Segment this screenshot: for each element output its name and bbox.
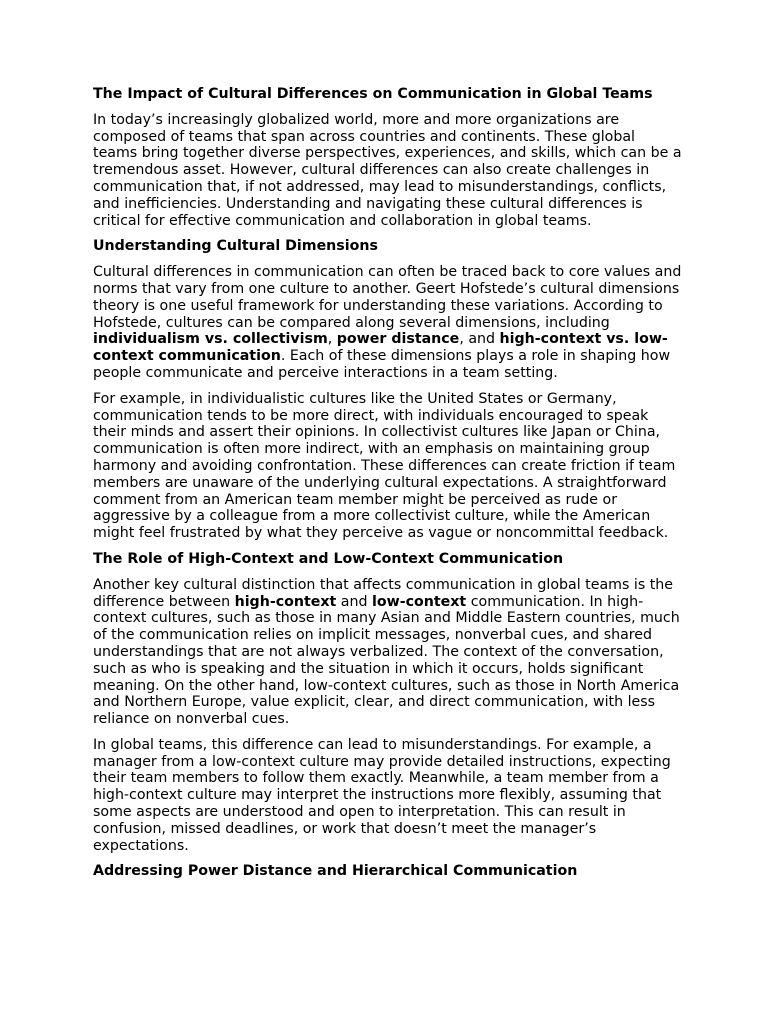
intro-paragraph: In today’s increasingly globalized world, more and more organizations are composed of teams that span across countries and continents. These global teams bring together diverse perspectives, experiences, and skills, which can be a tremendous asset. However, cultural differences can also create challenges in communication that, if not addressed, may lead to misunderstandings, conflicts, and inefficiencies. Understanding and navigating these cultural differences is critical for effective communication and collaboration in global teams. bbox=[93, 111, 682, 229]
text-segment: Another key cultural distinction that affects communication in global teams is the difference between bbox=[93, 576, 674, 610]
bold-term-low-context: low-context bbox=[372, 593, 467, 610]
section-heading-high-low-context: The Role of High-Context and Low-Context Communication bbox=[93, 550, 564, 567]
bold-term-power-distance: power distance bbox=[336, 331, 460, 348]
high-low-context-paragraph bbox=[93, 577, 683, 728]
individualism-example-paragraph: For example, in individualistic cultures like the United States or Germany, communication tends to be more direct, with individuals encouraged to speak their minds and assert their opinions. In collectivist cultures like Japan or China, communication is often more indirect, with an emphasis on maintaining group harmony and avoiding confrontation. These differences can create friction if team members are unaware of the underlying cultural expectations. A straightforward comment from an American team member might be perceived as rude or aggressive by a colleague from a more collectivist culture, while the American might feel frustrated by what they perceive as vague or noncommittal feedback. bbox=[93, 390, 676, 542]
section-heading-cultural-dimensions: Understanding Cultural Dimensions bbox=[93, 238, 378, 255]
cultural-dimensions-paragraph bbox=[93, 264, 683, 382]
text-segment: , and bbox=[459, 331, 500, 348]
document-page bbox=[93, 86, 683, 889]
bold-term-high-context: high-context bbox=[234, 593, 337, 610]
bold-term-high-low-context: high-context vs. low-context communication bbox=[93, 331, 668, 365]
text-segment: . Each of these dimensions plays a role in shaping how people communicate and perceive interactions in a team setting. bbox=[93, 348, 671, 381]
text-segment: Cultural differences in communication can often be traced back to core values and norms that vary from one culture to another. Geert Hofstede’s cultural dimensions theory is one useful framework for understanding these variations. According to Hofstede, cultures can be compared along several dimensions, including bbox=[93, 264, 682, 331]
section-heading-power-distance: Addressing Power Distance and Hierarchical Communication bbox=[93, 863, 578, 880]
bold-term-individualism: individualism vs. collectivism bbox=[93, 331, 328, 348]
text-segment: communication. In high-context cultures, such as those in many Asian and Middle Eastern countries, much of the communication relies on implicit messages, nonverbal cues, and shared understandings that are not always verbalized. The context of the conversation, such as who is speaking and the situation in which it occurs, holds significant meaning. On the other hand, low-context cultures, such as those in North America and Northern Europe, value explicit, clear, and direct communication, with less reliance on nonverbal cues. bbox=[93, 593, 680, 728]
text-segment: , bbox=[327, 331, 337, 348]
text-segment: and bbox=[336, 593, 373, 610]
global-teams-paragraph: In global teams, this difference can lead to misunderstandings. For example, a manager from a low-context culture may provide detailed instructions, expecting their team members to follow them exactly. Meanwhile, a team member from a high-context culture may interpret the instructions more flexibly, assuming that some aspects are understood and open to interpretation. This can result in confusion, missed deadlines, or work that doesn’t meet the manager’s expectations. bbox=[93, 736, 671, 854]
document-title: The Impact of Cultural Differences on Communication in Global Teams bbox=[93, 86, 653, 102]
